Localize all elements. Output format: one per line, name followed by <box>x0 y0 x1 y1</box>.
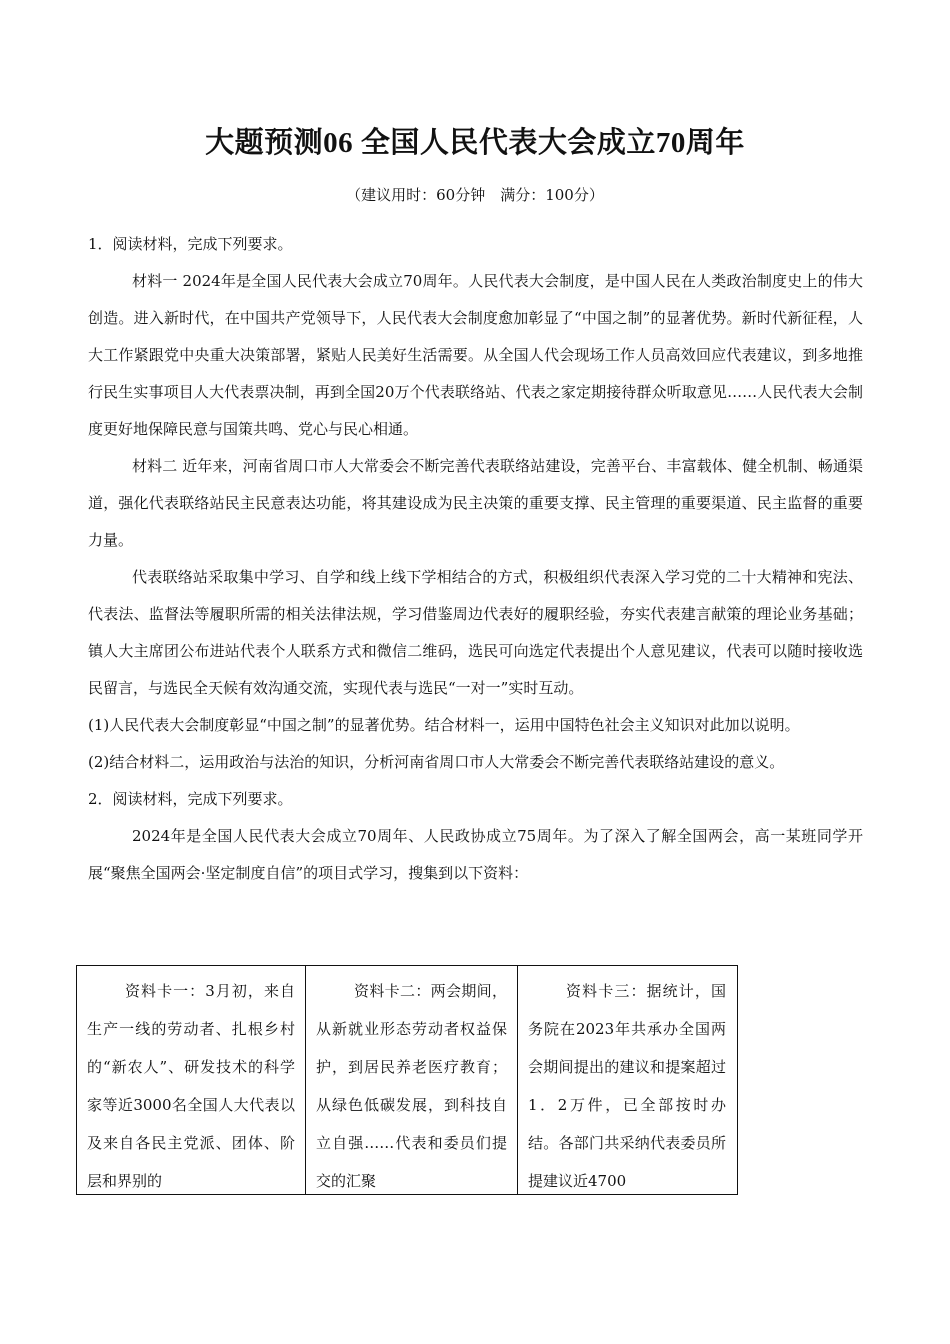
resource-card-2: 资料卡二：两会期间，从新就业形态劳动者权益保护，到居民养老医疗教育；从绿色低碳发展，到科技自立自强……代表和委员们提交的汇聚 <box>305 966 517 1194</box>
material-2-continuation: 代表联络站采取集中学习、自学和线上线下学相结合的方式，积极组织代表深入学习党的二十大精神和宪法、代表法、监督法等履职所需的相关法律法规，学习借鉴周边代表好的履职经验，夯实代表建言献策的理论业务基础；镇人大主席团公布进站代表个人联系方式和微信二维码，选民可向选定代表提出个人意见建议，代表可以随时接收选民留言，与选民全天候有效沟通交流，实现代表与选民“一对一”实时互动。 <box>88 568 863 697</box>
question-1-prompt: 1．阅读材料，完成下列要求。 <box>88 235 293 253</box>
question-body <box>88 226 863 892</box>
sub-question-2: (2)结合材料二，运用政治与法治的知识，分析河南省周口市人大常委会不断完善代表联络站建设的意义。 <box>88 753 785 771</box>
resource-cards-table <box>76 965 738 1195</box>
material-2-paragraph: 材料二 近年来，河南省周口市人大常委会不断完善代表联络站建设，完善平台、丰富载体、健全机制、畅通渠道，强化代表联络站民主民意表达功能，将其建设成为民主决策的重要支撑、民主管理的重要渠道、民主监督的重要力量。 <box>88 457 863 549</box>
question-2-intro: 2024年是全国人民代表大会成立70周年、人民政协成立75周年。为了深入了解全国两会，高一某班同学开展“聚焦全国两会·坚定制度自信”的项目式学习，搜集到以下资料： <box>88 827 863 882</box>
page-title: 大题预测06 全国人民代表大会成立70周年 <box>205 127 745 159</box>
resource-card-3: 资料卡三：据统计，国务院在2023年共承办全国两会期间提出的建议和提案超过1．2万件，已全部按时办结。各部门共采纳代表委员所提建议近4700 <box>517 966 736 1194</box>
resource-card-1: 资料卡一：3月初，来自生产一线的劳动者、扎根乡村的“新农人”、研发技术的科学家等近3000名全国人大代表以及来自各民主党派、团体、阶层和界别的 <box>87 982 295 1190</box>
question-2-prompt: 2．阅读材料，完成下列要求。 <box>88 790 293 808</box>
time-score-note: （建议用时：60分钟 满分：100分） <box>346 186 604 204</box>
material-1-paragraph: 材料一 2024年是全国人民代表大会成立70周年。人民代表大会制度，是中国人民在人类政治制度史上的伟大创造。进入新时代，在中国共产党领导下，人民代表大会制度愈加彰显了“中国之制”的显著优势。新时代新征程，人大工作紧跟党中央重大决策部署，紧贴人民美好生活需要。从全国人代会现场工作人员高效回应代表建议，到多地推行民生实事项目人大代表票决制，再到全国20万个代表联络站、代表之家定期接待群众听取意见……人民代表大会制度更好地保障民意与国策共鸣、党心与民心相通。 <box>88 272 863 438</box>
sub-question-1: (1)人民代表大会制度彰显“中国之制”的显著优势。结合材料一，运用中国特色社会主义知识对此加以说明。 <box>88 716 800 734</box>
